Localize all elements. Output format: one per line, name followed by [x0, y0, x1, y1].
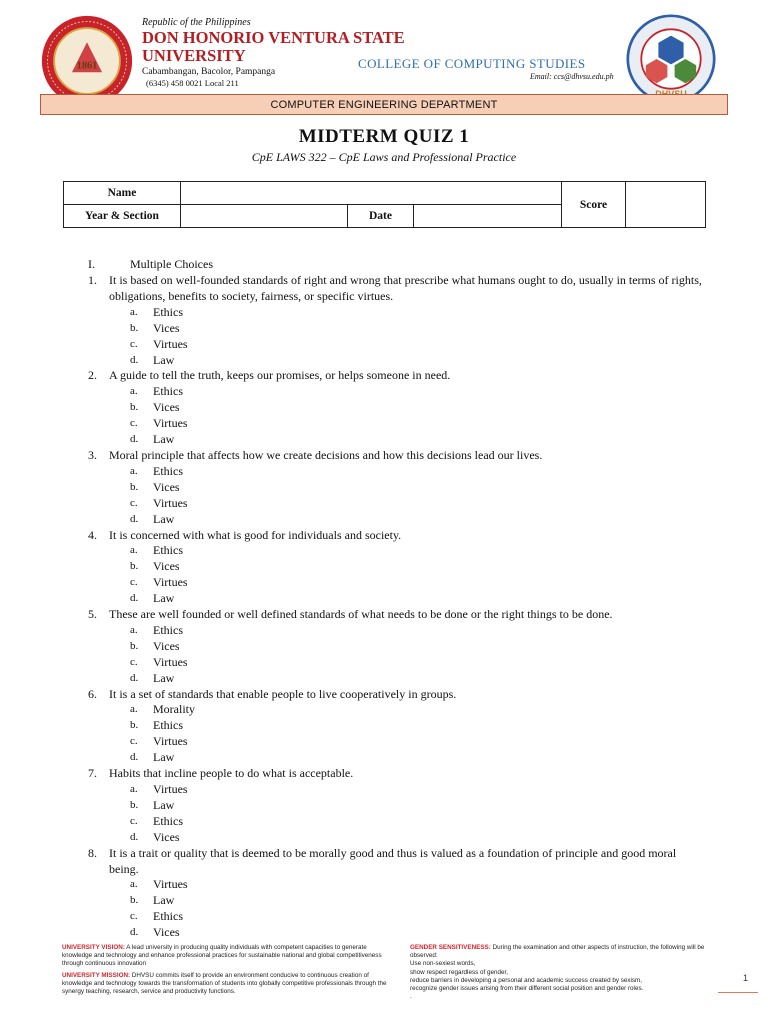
question-list — [88, 273, 708, 941]
section-heading — [88, 257, 213, 272]
option-text: Law — [153, 893, 175, 908]
question-text: It is a set of standards that enable people to live cooperatively in groups. — [109, 686, 457, 701]
option-text: Ethics — [153, 622, 183, 637]
answer-option[interactable] — [88, 432, 708, 448]
option-letter: b. — [130, 894, 139, 907]
department-banner: COMPUTER ENGINEERING DEPARTMENT — [40, 94, 728, 115]
question-number: 7. — [88, 766, 97, 781]
mission-text: DHVSU commits itself to provide an environment conducive to continuous creation of knowledge and technology towards the transformation of students into globally competitive professionals through the synergy teaching, research, service and productivity functions. — [62, 971, 387, 996]
mission-block — [62, 972, 392, 997]
date-label: Date — [348, 205, 414, 228]
question-text: A guide to tell the truth, keeps our promises, or helps someone in need. — [109, 368, 451, 383]
option-letter: a. — [130, 464, 138, 477]
option-text: Vices — [153, 400, 180, 415]
question-number: 5. — [88, 607, 97, 622]
option-letter: a. — [130, 878, 138, 891]
answer-option[interactable] — [88, 321, 708, 337]
option-text: Ethics — [153, 463, 183, 478]
answer-option[interactable] — [88, 702, 708, 718]
option-letter: c. — [130, 655, 138, 668]
option-letter: a. — [130, 703, 138, 716]
answer-option[interactable] — [88, 893, 708, 909]
option-letter: d. — [130, 751, 139, 764]
footer — [62, 944, 705, 1001]
option-letter: a. — [130, 783, 138, 795]
option-letter: d. — [130, 671, 139, 684]
student-info-table — [63, 181, 706, 228]
gender-item: show respect regardless of gender, — [410, 968, 509, 976]
question-text: These are well founded or well defined standards of what needs to be done or the right things to be done. — [109, 607, 613, 622]
footer-gender — [410, 944, 710, 1001]
question-item — [88, 687, 708, 703]
question-number: 1. — [88, 273, 97, 287]
option-letter: c. — [130, 576, 138, 589]
answer-option[interactable] — [88, 655, 708, 671]
option-letter: c. — [130, 496, 138, 509]
question-item — [88, 273, 708, 305]
score-label: Score — [562, 182, 626, 228]
option-letter: a. — [130, 623, 138, 636]
vision-label: UNIVERSITY VISION: — [62, 944, 125, 951]
quiz-subtitle: CpE LAWS 322 – CpE Laws and Professional Practice — [251, 150, 517, 164]
option-text: Ethics — [153, 718, 183, 733]
answer-option[interactable] — [88, 464, 708, 480]
option-letter: d. — [130, 433, 139, 446]
answer-option[interactable] — [88, 559, 708, 575]
answer-option[interactable] — [88, 623, 708, 639]
question-item — [88, 607, 708, 623]
college-seal-logo — [626, 14, 716, 104]
option-letter: b. — [130, 401, 139, 414]
option-text: Ethics — [153, 384, 183, 399]
option-text: Law — [153, 670, 175, 685]
option-text: Virtues — [153, 734, 188, 749]
page-number: 1 — [718, 973, 758, 993]
option-text: Virtues — [153, 782, 188, 796]
option-text: Vices — [153, 479, 180, 494]
answer-option[interactable] — [88, 782, 708, 798]
question-number: 8. — [88, 845, 97, 860]
republic-text: Republic of the Philippines — [142, 17, 251, 28]
vision-block — [62, 944, 392, 969]
gender-item: recognize gender issues arising from their different social position and gender roles. — [410, 985, 644, 993]
option-text: Virtues — [153, 575, 188, 590]
college-name: COLLEGE OF COMPUTING STUDIES — [358, 56, 586, 71]
vision-text: A lead university in producing quality individuals with competent capacities to generate knowledge and technology and enhance professional practices for sustainable national and global competitiveness through continuous innovation — [62, 944, 382, 968]
option-text: Ethics — [153, 304, 183, 319]
option-text: Virtues — [153, 654, 188, 669]
answer-option[interactable] — [88, 305, 708, 321]
question-text: Habits that incline people to do what is acceptable. — [109, 766, 354, 781]
answer-option[interactable] — [88, 798, 708, 814]
option-text: Vices — [153, 320, 180, 335]
option-text: Virtues — [153, 877, 188, 892]
answer-option[interactable] — [88, 416, 708, 432]
score-field[interactable] — [626, 182, 706, 228]
answer-option[interactable] — [88, 337, 708, 353]
option-text: Vices — [153, 638, 180, 653]
option-letter: b. — [130, 560, 139, 573]
answer-option[interactable] — [88, 734, 708, 750]
gender-item: reduce barriers in developing a personal and academic success created by sexism, — [410, 976, 643, 984]
question-number: 6. — [88, 686, 97, 701]
answer-option[interactable] — [88, 384, 708, 400]
question-item — [88, 448, 708, 464]
year-section-label: Year & Section — [64, 205, 181, 228]
option-text: Law — [153, 797, 175, 812]
university-name-line1: DON HONORIO VENTURA STATE — [142, 28, 405, 47]
university-phone: (6345) 458 0021 Local 211 — [146, 78, 239, 88]
university-name-line2: UNIVERSITY — [142, 46, 246, 65]
gender-block — [410, 944, 710, 960]
option-letter: c. — [130, 417, 138, 430]
logo-year-text: 1861 — [76, 60, 98, 72]
answer-option[interactable] — [88, 925, 708, 941]
question-item — [88, 846, 708, 878]
option-letter: d. — [130, 592, 139, 605]
option-letter: b. — [130, 321, 139, 334]
answer-option[interactable] — [88, 639, 708, 655]
option-text: Law — [153, 750, 175, 765]
question-number: 2. — [88, 368, 97, 383]
option-text: Ethics — [153, 813, 183, 828]
gender-item: . — [410, 993, 412, 1001]
option-text: Ethics — [153, 543, 183, 558]
question-text: It is concerned with what is good for individuals and society. — [109, 527, 402, 542]
option-letter: a. — [130, 544, 138, 557]
option-text: Law — [153, 432, 175, 447]
option-letter: d. — [130, 353, 139, 366]
question-text: It is based on well-founded standards of right and wrong that prescribe what humans ought to do, usually in terms of rights, obligations, benefits to society, fairness, or specific virtues. — [109, 273, 702, 303]
option-letter: b. — [130, 719, 139, 732]
question-number: 3. — [88, 447, 97, 462]
option-letter: b. — [130, 639, 139, 652]
option-text: Law — [153, 511, 175, 526]
gender-text: During the examination and other aspects of instruction, the following will be observed: — [410, 944, 705, 960]
year-section-field[interactable] — [181, 205, 348, 228]
option-letter: a. — [130, 385, 138, 398]
option-text: Virtues — [153, 495, 188, 510]
option-letter: b. — [130, 798, 139, 811]
question-item — [88, 766, 708, 782]
section-title: Multiple Choices — [130, 257, 213, 271]
option-letter: c. — [130, 814, 138, 827]
answer-option[interactable] — [88, 591, 708, 607]
option-text: Law — [153, 591, 175, 606]
answer-option[interactable] — [88, 543, 708, 559]
college-email: Email: ccs@dhvsu.edu.ph — [530, 72, 614, 81]
question-number: 4. — [88, 527, 97, 542]
university-address: Cabambangan, Bacolor, Pampanga — [142, 67, 276, 77]
option-text: Virtues — [153, 416, 188, 431]
answer-option[interactable] — [88, 400, 708, 416]
option-letter: c. — [130, 337, 138, 350]
option-text: Law — [153, 352, 175, 367]
answer-option[interactable] — [88, 496, 708, 512]
option-letter: d. — [130, 830, 139, 843]
answer-option[interactable] — [88, 750, 708, 766]
quiz-title: MIDTERM QUIZ 1 — [298, 126, 470, 147]
answer-option[interactable] — [88, 830, 708, 846]
answer-option[interactable] — [88, 575, 708, 591]
option-text: Ethics — [153, 909, 183, 924]
answer-option[interactable] — [88, 877, 708, 893]
option-letter: b. — [130, 480, 139, 493]
option-letter: c. — [130, 735, 138, 748]
answer-option[interactable] — [88, 718, 708, 734]
answer-option[interactable] — [88, 353, 708, 369]
date-field[interactable] — [414, 205, 562, 228]
question-text: Moral principle that affects how we create decisions and how this decisions lead our lives. — [109, 447, 543, 462]
question-text: It is a trait or quality that is deemed to be morally good and thus is valued as a foundation of principle and good moral being. — [109, 845, 677, 876]
gender-item: Use non-sexiest words, — [410, 960, 476, 968]
gender-label: GENDER SENSITIVENESS: — [410, 944, 491, 951]
option-letter: d. — [130, 926, 139, 939]
option-text: Vices — [153, 829, 180, 844]
mission-label: UNIVERSITY MISSION: — [62, 971, 131, 979]
footer-vision-mission — [62, 944, 392, 996]
answer-option[interactable] — [88, 480, 708, 496]
question-item — [88, 368, 708, 384]
option-text: Virtues — [153, 336, 188, 351]
option-letter: a. — [130, 305, 138, 318]
option-text: Vices — [153, 925, 180, 940]
section-number: I. — [88, 257, 95, 271]
question-item — [88, 528, 708, 544]
answer-option[interactable] — [88, 814, 708, 830]
name-field[interactable] — [181, 182, 562, 205]
name-label: Name — [64, 182, 181, 205]
option-text: Morality — [153, 702, 195, 717]
option-letter: c. — [130, 910, 138, 923]
answer-option[interactable] — [88, 512, 708, 528]
option-text: Vices — [153, 559, 180, 574]
option-letter: d. — [130, 512, 139, 525]
answer-option[interactable] — [88, 671, 708, 687]
answer-option[interactable] — [88, 909, 708, 925]
